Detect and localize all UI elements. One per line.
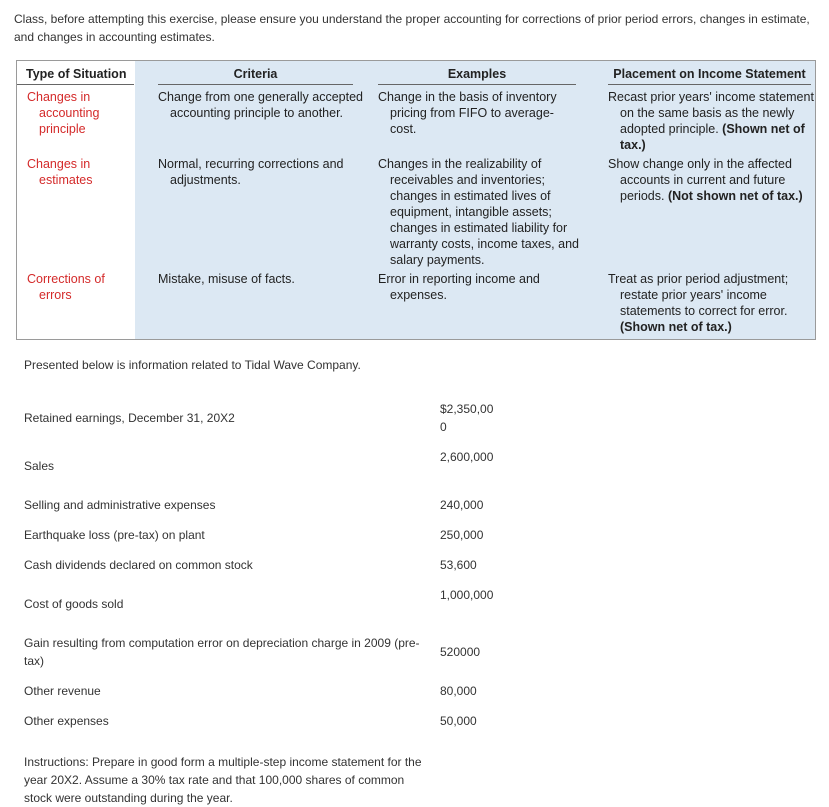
type-column <box>17 61 135 339</box>
criteria-cell: Mistake, misuse of facts. <box>158 272 295 286</box>
placement-column <box>608 61 814 334</box>
placement-text: Show change only in the affected accounts in current and future periods. <box>608 157 792 203</box>
placement-text: Recast prior years' income statement on the same basis as the newly adopted principle. <box>608 90 814 136</box>
criteria-column <box>158 61 363 286</box>
item-label: Retained earnings, December 31, 20X2 <box>24 411 235 425</box>
type-cell: Corrections of errors <box>27 272 105 302</box>
item-label: Other expenses <box>24 714 109 728</box>
type-header: Type of Situation <box>17 61 134 85</box>
item-label: Selling and administrative expenses <box>24 498 216 512</box>
item-value: 80,000 <box>440 684 477 698</box>
item-label: Cost of goods sold <box>24 597 124 611</box>
item-value: 250,000 <box>440 528 484 542</box>
item-value: 2,600,000 <box>440 450 494 464</box>
placement-note: (Shown net of tax.) <box>620 122 805 152</box>
criteria-header: Criteria <box>158 61 353 85</box>
examples-cell: Changes in the realizability of receivables and inventories; changes in estimated lives of equipment, intangible assets; changes in estimated liability for warranty costs, income taxes, and salary payments. <box>378 157 579 267</box>
item-value: 520000 <box>440 645 481 659</box>
examples-cell: Change in the basis of inventory pricing from FIFO to average-cost. <box>378 90 557 136</box>
item-label: Sales <box>24 459 55 473</box>
instructions-text: Instructions: Prepare in good form a multiple-step income statement for the year 20X2. Assume a 30% tax rate and that 100,000 shares of common stock were outstanding during the year. <box>24 755 422 805</box>
type-cell: Changes in estimates <box>27 157 93 187</box>
item-value: 1,000,000 <box>440 588 494 602</box>
examples-column <box>378 61 579 302</box>
item-value: 53,600 <box>440 558 477 572</box>
accounting-changes-table <box>16 60 816 340</box>
criteria-cell: Change from one generally accepted accounting principle to another. <box>158 90 363 120</box>
item-label: Earthquake loss (pre-tax) on plant <box>24 528 205 542</box>
placement-cell <box>608 89 820 153</box>
item-value: $2,350,000 <box>440 402 494 434</box>
placement-cell <box>608 271 820 335</box>
examples-cell: Error in reporting income and expenses. <box>378 272 540 302</box>
item-value: 240,000 <box>440 498 484 512</box>
item-value: 50,000 <box>440 714 477 728</box>
placement-note: (Not shown net of tax.) <box>667 189 803 203</box>
intro-text: Class, before attempting this exercise, please ensure you understand the proper accounting for corrections of prior period errors, changes in estimate, and changes in accounting estimates. <box>14 12 810 44</box>
type-cell: Changes in accounting principle <box>27 90 100 136</box>
placement-cell <box>608 156 820 204</box>
placement-header: Placement on Income Statement <box>608 61 811 85</box>
item-label: Cash dividends declared on common stock <box>24 558 253 572</box>
placement-text: Treat as prior period adjustment; restate prior years' income statements to correct for error. <box>608 272 789 318</box>
examples-header: Examples <box>378 61 576 85</box>
placement-note: (Shown net of tax.) <box>620 320 732 334</box>
item-label: Gain resulting from computation error on depreciation charge in 2009 (pre-tax) <box>24 636 420 668</box>
criteria-cell: Normal, recurring corrections and adjustments. <box>158 157 344 187</box>
presented-text: Presented below is information related to Tidal Wave Company. <box>24 358 361 372</box>
item-label: Other revenue <box>24 684 101 698</box>
